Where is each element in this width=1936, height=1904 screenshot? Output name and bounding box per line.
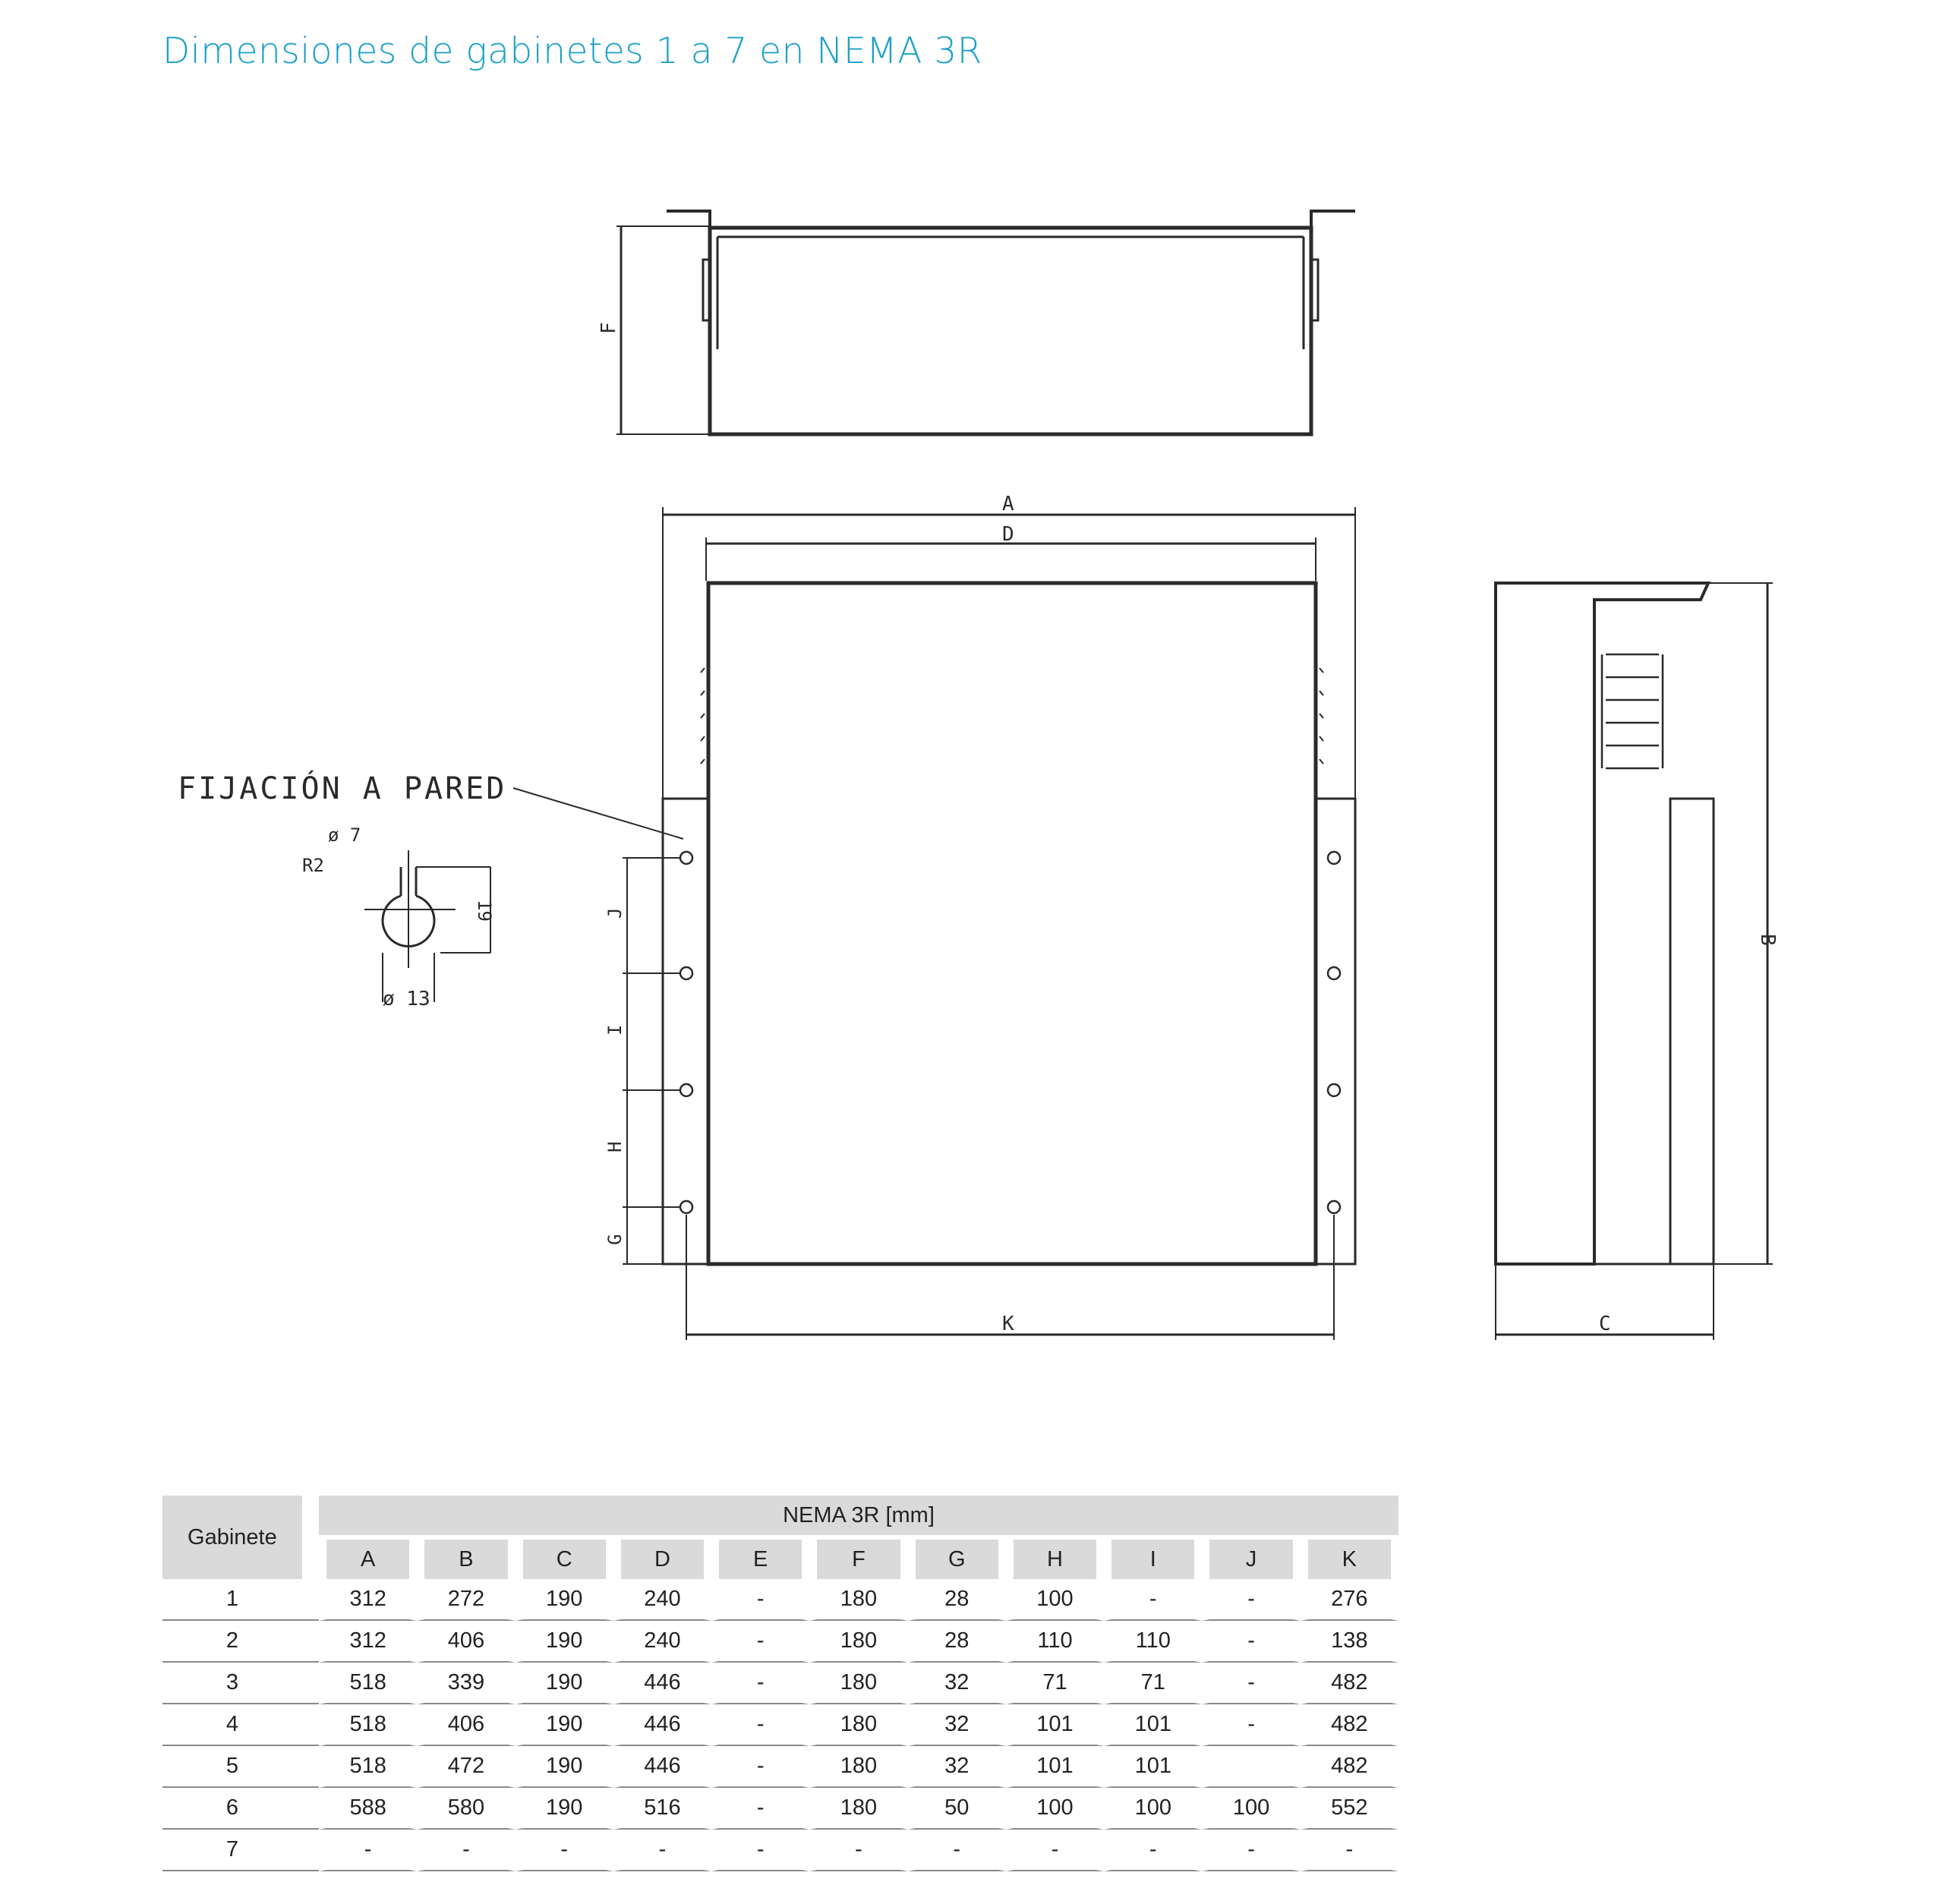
table-cell: 276 <box>1301 1579 1398 1621</box>
table-cell: - <box>1202 1621 1300 1663</box>
table-cell: 482 <box>1301 1663 1398 1704</box>
table-cell: - <box>711 1621 809 1663</box>
table-cell: 100 <box>1104 1788 1202 1830</box>
table-cell: 518 <box>319 1746 417 1788</box>
table-cell: - <box>1104 1830 1202 1871</box>
column-header-k: K <box>1301 1540 1398 1579</box>
table-cell: 180 <box>809 1663 907 1704</box>
dim-label-k: K <box>1002 1313 1014 1335</box>
gabinete-cell: 3 <box>162 1663 302 1704</box>
table-cell: - <box>1202 1704 1300 1746</box>
column-header-d: D <box>613 1540 711 1579</box>
table-cell: 101 <box>1006 1704 1104 1746</box>
table-cell: 240 <box>613 1621 711 1663</box>
column-header-h: H <box>1006 1540 1104 1579</box>
top-view <box>598 211 1355 434</box>
table-row <box>162 1788 1398 1830</box>
wall-mount-detail <box>178 770 683 1010</box>
table-cell: 446 <box>613 1663 711 1704</box>
header-nema: NEMA 3R [mm] <box>319 1496 1398 1540</box>
table-cell: 518 <box>319 1663 417 1704</box>
table-cell: 180 <box>809 1746 907 1788</box>
dim-label-g: G <box>604 1234 626 1245</box>
table-cell: 190 <box>516 1621 613 1663</box>
column-header-b: B <box>417 1540 515 1579</box>
column-header-f: F <box>809 1540 907 1579</box>
mount-label: FIJACIÓN A PARED <box>178 771 507 806</box>
table-cell: - <box>908 1830 1006 1871</box>
row-spacer <box>302 1830 319 1871</box>
row-spacer <box>302 1788 319 1830</box>
table-cell: 110 <box>1104 1621 1202 1663</box>
table-cell: - <box>711 1663 809 1704</box>
table-cell: - <box>711 1788 809 1830</box>
table-cell: 190 <box>516 1579 613 1621</box>
table-cell: 272 <box>417 1579 515 1621</box>
table-cell: 100 <box>1006 1579 1104 1621</box>
table-cell: 472 <box>417 1746 515 1788</box>
table-cell: 312 <box>319 1579 417 1621</box>
table-cell: 101 <box>1104 1746 1202 1788</box>
gabinete-cell: 1 <box>162 1579 302 1621</box>
table-cell: 482 <box>1301 1746 1398 1788</box>
detail-diam-large: ø 13 <box>383 988 430 1010</box>
gabinete-cell: 4 <box>162 1704 302 1746</box>
table-cell: 32 <box>908 1746 1006 1788</box>
table-cell: 580 <box>417 1788 515 1830</box>
table-row <box>162 1830 1398 1871</box>
dim-label-b: B <box>1756 934 1779 946</box>
table-cell: 446 <box>613 1746 711 1788</box>
row-spacer <box>302 1746 319 1788</box>
front-view <box>604 493 1355 1340</box>
table-cell: 71 <box>1006 1663 1104 1704</box>
dim-label-d: D <box>1002 523 1014 546</box>
table-cell: - <box>1202 1579 1300 1621</box>
table-cell <box>1202 1746 1300 1788</box>
dim-label-j: J <box>604 907 626 919</box>
table-cell: 190 <box>516 1663 613 1704</box>
table-cell: 312 <box>319 1621 417 1663</box>
table-cell: 32 <box>908 1663 1006 1704</box>
table-cell: 100 <box>1006 1788 1104 1830</box>
dim-label-h: H <box>604 1141 626 1152</box>
gabinete-cell: 5 <box>162 1746 302 1788</box>
table-cell: - <box>417 1830 515 1871</box>
table-cell: 100 <box>1202 1788 1300 1830</box>
table-cell: - <box>1202 1830 1300 1871</box>
row-spacer <box>302 1579 319 1621</box>
table-cell: 446 <box>613 1704 711 1746</box>
table-cell: - <box>319 1830 417 1871</box>
table-cell: - <box>516 1830 613 1871</box>
table-cell: 138 <box>1301 1621 1398 1663</box>
table-row <box>162 1663 1398 1704</box>
table-cell: - <box>711 1746 809 1788</box>
table-cell: 101 <box>1104 1704 1202 1746</box>
table-cell: - <box>1301 1830 1398 1871</box>
table-cell: - <box>1104 1579 1202 1621</box>
table-row <box>162 1621 1398 1663</box>
column-header-c: C <box>516 1540 613 1579</box>
column-header-e: E <box>711 1540 809 1579</box>
table-cell: 110 <box>1006 1621 1104 1663</box>
table-cell: 406 <box>417 1704 515 1746</box>
dim-label-c: C <box>1599 1313 1611 1335</box>
gabinete-cell: 6 <box>162 1788 302 1830</box>
table-cell: 190 <box>516 1788 613 1830</box>
gabinete-cell: 2 <box>162 1621 302 1663</box>
table-row <box>162 1704 1398 1746</box>
table-cell: 180 <box>809 1788 907 1830</box>
column-header-a: A <box>319 1540 417 1579</box>
detail-radius: R2 <box>302 855 324 876</box>
header-gabinete: Gabinete <box>162 1496 302 1579</box>
table-cell: - <box>809 1830 907 1871</box>
table-cell: - <box>711 1830 809 1871</box>
table-cell: 339 <box>417 1663 515 1704</box>
dim-label-i: I <box>604 1024 626 1036</box>
row-spacer <box>302 1704 319 1746</box>
column-header-g: G <box>908 1540 1006 1579</box>
table-cell: 518 <box>319 1704 417 1746</box>
table-cell: 101 <box>1006 1746 1104 1788</box>
table-cell: 180 <box>809 1621 907 1663</box>
table-cell: 180 <box>809 1704 907 1746</box>
table-cell: - <box>711 1579 809 1621</box>
column-header-j: J <box>1202 1540 1300 1579</box>
gabinete-cell: 7 <box>162 1830 302 1871</box>
table-cell: 71 <box>1104 1663 1202 1704</box>
table-cell: - <box>613 1830 711 1871</box>
table-cell: 180 <box>809 1579 907 1621</box>
table-cell: 28 <box>908 1621 1006 1663</box>
detail-diam-small: ø 7 <box>328 824 361 846</box>
table-cell: 190 <box>516 1704 613 1746</box>
table-cell: - <box>1006 1830 1104 1871</box>
column-header-i: I <box>1104 1540 1202 1579</box>
dim-label-f: F <box>598 322 620 334</box>
table-cell: 482 <box>1301 1704 1398 1746</box>
table-cell: 32 <box>908 1704 1006 1746</box>
row-spacer <box>302 1663 319 1704</box>
page-title: Dimensiones de gabinetes 1 a 7 en NEMA 3R <box>162 30 982 72</box>
table-row <box>162 1746 1398 1788</box>
table-cell: 28 <box>908 1579 1006 1621</box>
table-cell: 406 <box>417 1621 515 1663</box>
dim-label-a: A <box>1002 493 1014 515</box>
dimensions-table-wrapper <box>162 1496 1398 1871</box>
dimensions-table <box>162 1496 1398 1871</box>
table-cell: 240 <box>613 1579 711 1621</box>
table-cell: - <box>1202 1663 1300 1704</box>
table-cell: - <box>711 1704 809 1746</box>
table-cell: 552 <box>1301 1788 1398 1830</box>
table-cell: 50 <box>908 1788 1006 1830</box>
side-view <box>1496 583 1779 1340</box>
table-cell: 190 <box>516 1746 613 1788</box>
detail-height: 19 <box>474 900 495 922</box>
table-cell: 516 <box>613 1788 711 1830</box>
table-cell: 588 <box>319 1788 417 1830</box>
row-spacer <box>302 1621 319 1663</box>
table-row <box>162 1579 1398 1621</box>
